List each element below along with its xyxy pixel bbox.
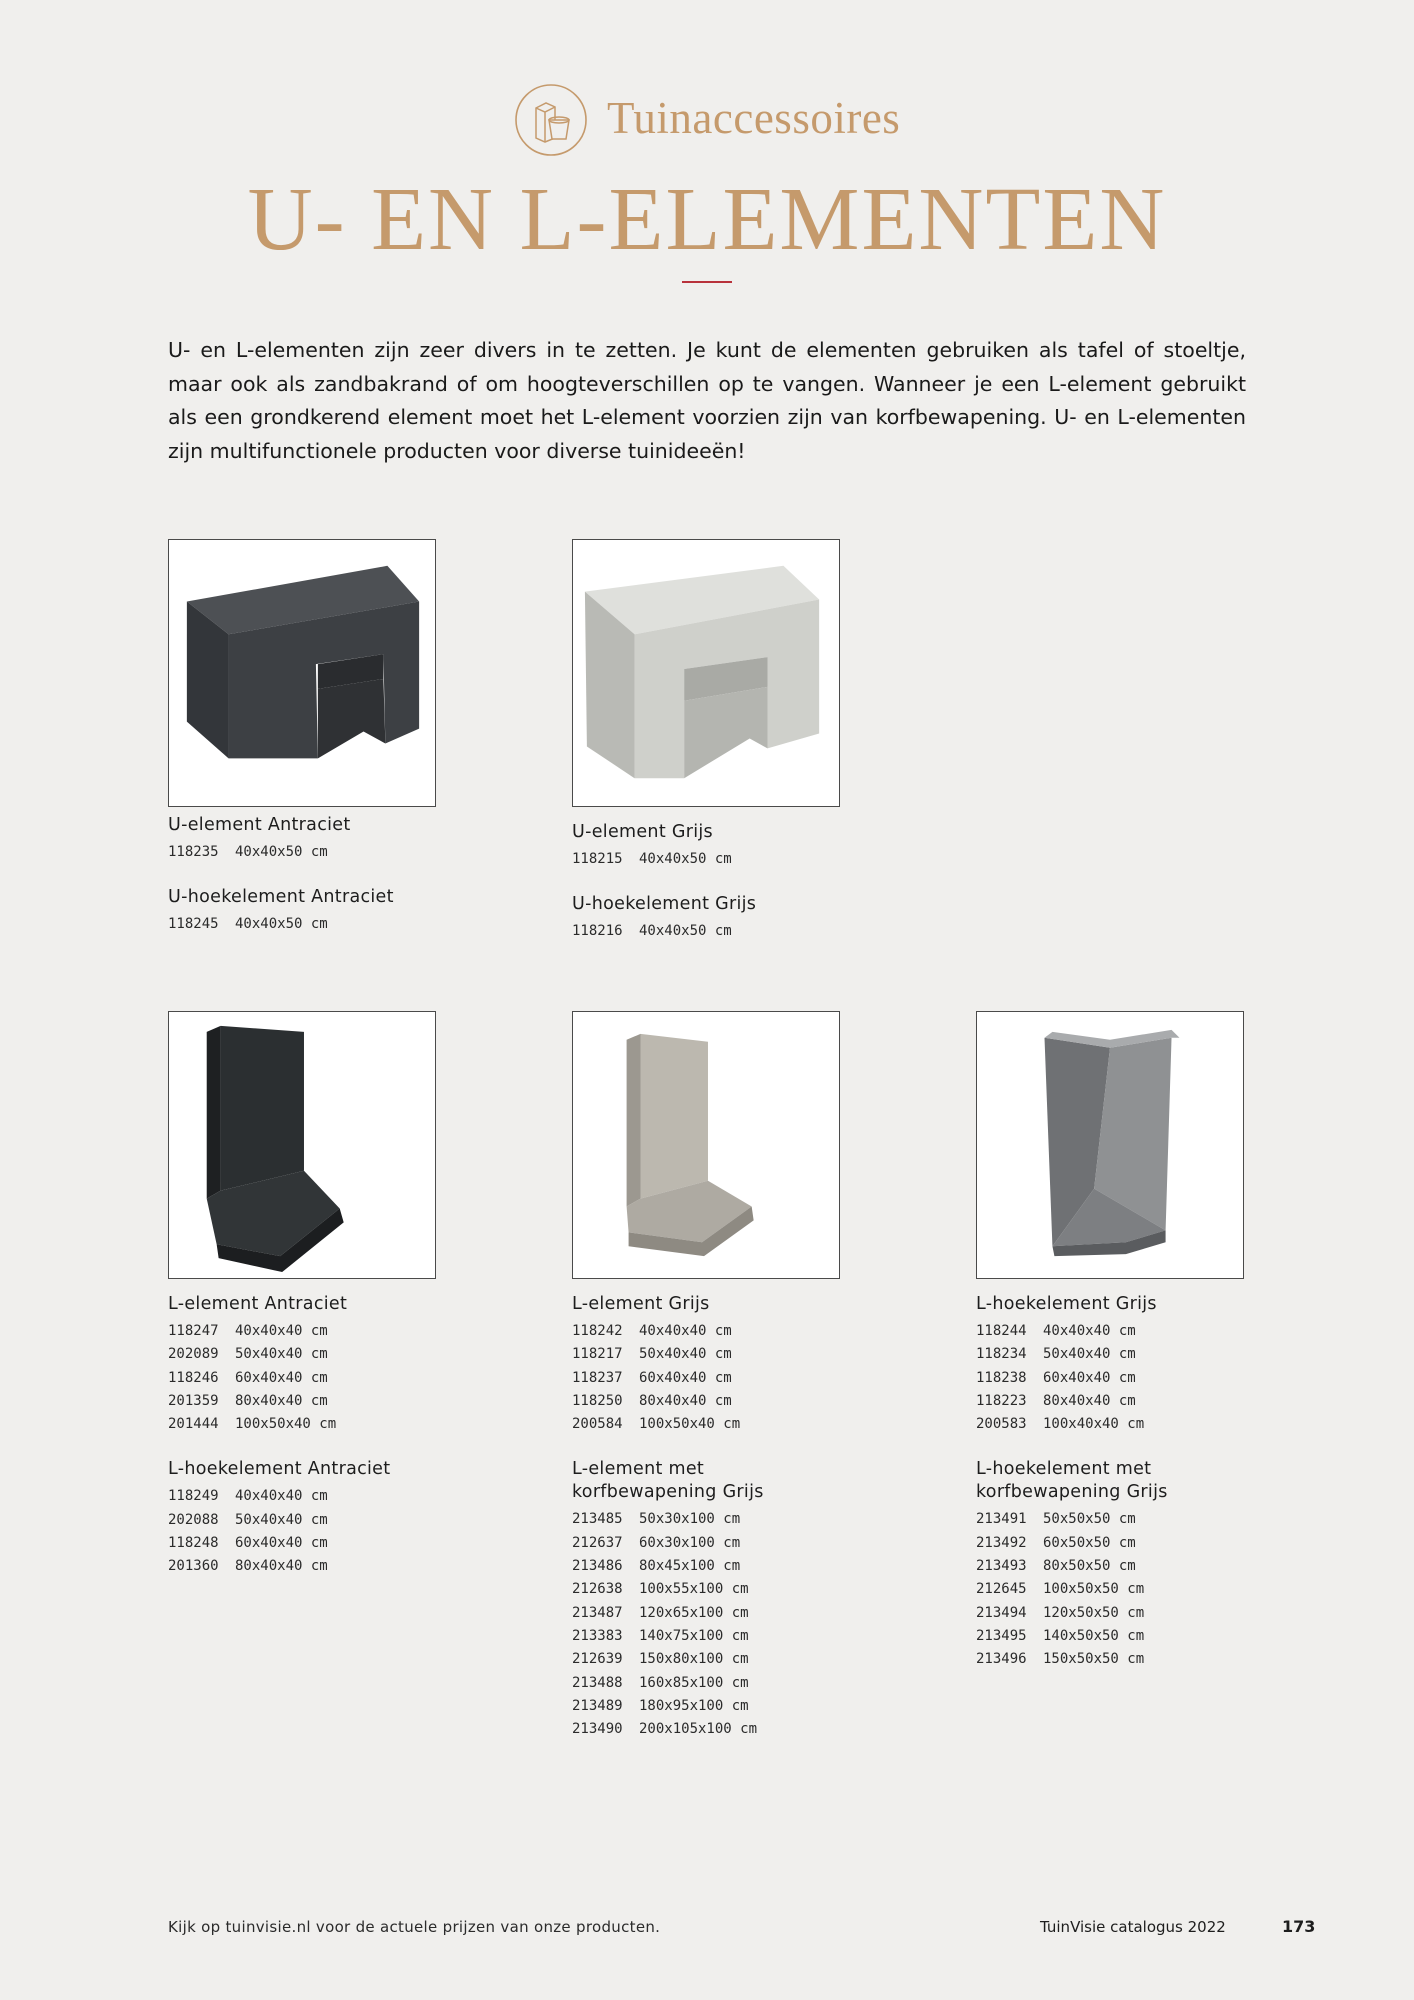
article-size: 150x80x100 cm (639, 1651, 749, 1668)
article-code: 118217 (572, 1346, 623, 1363)
article-code: 118249 (168, 1488, 219, 1505)
code-list (572, 920, 872, 943)
article-size: 60x40x40 cm (639, 1369, 732, 1386)
article-size: 150x50x50 cm (1043, 1651, 1145, 1668)
product-name: U-element Antraciet (168, 815, 351, 835)
code-row (572, 1367, 872, 1390)
article-code: 118215 (572, 851, 623, 867)
code-row (572, 1578, 872, 1601)
product-name: L-hoekelement Grijs (976, 1294, 1157, 1314)
article-code: 201444 (168, 1416, 219, 1433)
product-name: U-element Grijs (572, 822, 713, 842)
article-size: 40x40x40 cm (235, 1323, 328, 1339)
page-title: U- EN L-ELEMENTEN (247, 170, 1167, 269)
article-code: 213491 (976, 1511, 1027, 1528)
code-row (572, 920, 872, 943)
code-row (976, 1625, 1276, 1648)
code-row (976, 1367, 1276, 1390)
article-size: 40x40x40 cm (639, 1323, 732, 1339)
product-name: L-element Grijs (572, 1294, 710, 1314)
article-size: 60x40x40 cm (235, 1369, 328, 1386)
code-row (168, 1413, 468, 1436)
code-row (572, 1320, 872, 1343)
article-code: 118250 (572, 1392, 623, 1409)
code-row (168, 1390, 468, 1413)
code-list (168, 1320, 468, 1436)
code-list (572, 1320, 872, 1436)
article-code: 212637 (572, 1534, 623, 1551)
product-group (572, 821, 872, 871)
article-code: 213485 (572, 1511, 623, 1528)
code-row (168, 1555, 468, 1578)
article-size: 80x40x40 cm (639, 1392, 732, 1409)
code-row (168, 841, 468, 864)
article-size: 40x40x50 cm (639, 923, 732, 940)
code-row (572, 1390, 872, 1413)
code-row (572, 1602, 872, 1625)
article-code: 118223 (976, 1392, 1027, 1409)
article-code: 118216 (572, 923, 623, 940)
article-code: 213494 (976, 1604, 1027, 1621)
garden-accessories-icon (514, 83, 588, 157)
code-list (572, 1508, 872, 1741)
code-row (976, 1578, 1276, 1601)
article-code: 118242 (572, 1323, 623, 1339)
product-group (168, 1293, 468, 1436)
article-code: 118245 (168, 916, 219, 933)
product-name: U-hoekelement Antraciet (168, 887, 394, 908)
article-code: 213488 (572, 1674, 623, 1691)
intro-paragraph: U- en L-elementen zijn zeer divers in te zetten. Je kunt de elementen gebruiken als tafel of stoeltje, maar ook als zandbakrand of om hoogteverschillen op te vangen. Wanneer je een L-element gebruikt als een grondkerend element moet het L-element voorzien zijn van korfbewapening. U- en L-elementen zijn multifunctionele producten voor diverse tuinideeën! (168, 338, 1246, 463)
code-row (572, 1532, 872, 1555)
code-row (976, 1413, 1276, 1436)
u-element-antraciet-photo (168, 539, 436, 807)
product-info-l-hoek-grijs (976, 1293, 1276, 1694)
code-row (976, 1648, 1276, 1671)
code-row (168, 913, 468, 936)
article-code: 213383 (572, 1627, 623, 1644)
product-info-u-antraciet (168, 814, 468, 959)
code-row (168, 1367, 468, 1390)
code-row (976, 1602, 1276, 1625)
article-size: 100x50x40 cm (639, 1416, 741, 1433)
article-size: 60x40x40 cm (1043, 1369, 1136, 1386)
code-list (572, 848, 872, 871)
code-row (168, 1320, 468, 1343)
product-group (572, 1293, 872, 1436)
article-code: 213487 (572, 1604, 623, 1621)
article-code: 118247 (168, 1323, 219, 1339)
product-info-u-grijs (572, 821, 872, 966)
article-size: 180x95x100 cm (639, 1697, 749, 1714)
code-list (168, 841, 468, 864)
article-code: 213496 (976, 1651, 1027, 1668)
article-code: 202089 (168, 1346, 219, 1363)
code-row (572, 848, 872, 871)
article-code: 118235 (168, 844, 219, 860)
article-code: 212639 (572, 1651, 623, 1668)
article-size: 120x65x100 cm (639, 1604, 749, 1621)
article-code: 201359 (168, 1392, 219, 1409)
code-list (976, 1320, 1276, 1436)
product-name: L-hoekelement met korfbewapening Grijs (976, 1459, 1168, 1503)
article-size: 50x50x50 cm (1043, 1511, 1136, 1528)
article-code: 213490 (572, 1721, 623, 1738)
article-code: 213489 (572, 1697, 623, 1714)
article-size: 140x50x50 cm (1043, 1627, 1145, 1644)
article-code: 213486 (572, 1558, 623, 1575)
article-code: 213495 (976, 1627, 1027, 1644)
article-size: 60x30x100 cm (639, 1534, 741, 1551)
article-size: 80x40x40 cm (1043, 1392, 1136, 1409)
article-size: 120x50x50 cm (1043, 1604, 1145, 1621)
article-size: 140x75x100 cm (639, 1627, 749, 1644)
code-row (168, 1343, 468, 1366)
article-size: 50x40x40 cm (235, 1511, 328, 1528)
code-row (572, 1625, 872, 1648)
article-size: 60x50x50 cm (1043, 1534, 1136, 1551)
article-code: 213492 (976, 1534, 1027, 1551)
code-row (976, 1390, 1276, 1413)
article-size: 100x55x100 cm (639, 1581, 749, 1598)
code-row (168, 1509, 468, 1532)
article-code: 201360 (168, 1558, 219, 1575)
article-size: 40x40x40 cm (1043, 1323, 1136, 1339)
code-list (976, 1508, 1276, 1671)
article-size: 100x50x50 cm (1043, 1581, 1145, 1598)
article-size: 100x50x40 cm (235, 1416, 337, 1433)
product-name: L-hoekelement Antraciet (168, 1459, 391, 1480)
article-code: 118237 (572, 1369, 623, 1386)
article-code: 200584 (572, 1416, 623, 1433)
code-row (976, 1555, 1276, 1578)
product-name: L-element Antraciet (168, 1294, 348, 1314)
article-size: 160x85x100 cm (639, 1674, 749, 1691)
article-size: 200x105x100 cm (639, 1721, 758, 1738)
code-list (168, 913, 468, 936)
code-row (572, 1343, 872, 1366)
title-divider (682, 281, 732, 283)
u-element-grijs-photo (572, 539, 840, 807)
article-code: 200583 (976, 1416, 1027, 1433)
code-row (572, 1413, 872, 1436)
code-row (572, 1672, 872, 1695)
article-code: 213493 (976, 1558, 1027, 1575)
section-label: Tuinaccessoires (607, 93, 901, 143)
article-code: 118238 (976, 1369, 1027, 1386)
article-code: 118244 (976, 1323, 1027, 1339)
product-group (572, 1458, 872, 1741)
footer-catalog-title: TuinVisie catalogus 2022 (1040, 1918, 1226, 1936)
article-code: 118248 (168, 1535, 219, 1552)
page-number: 173 (1282, 1917, 1316, 1936)
code-row (168, 1485, 468, 1508)
article-size: 80x40x40 cm (235, 1392, 328, 1409)
article-size: 40x40x50 cm (639, 851, 732, 867)
article-code: 202088 (168, 1511, 219, 1528)
code-row (168, 1532, 468, 1555)
code-row (572, 1718, 872, 1741)
code-row (572, 1555, 872, 1578)
footer-note: Kijk op tuinvisie.nl voor de actuele prijzen van onze producten. (168, 1918, 661, 1936)
code-row (976, 1532, 1276, 1555)
code-row (976, 1320, 1276, 1343)
article-code: 118234 (976, 1346, 1027, 1363)
article-size: 60x40x40 cm (235, 1535, 328, 1552)
l-element-grijs-photo (572, 1011, 840, 1279)
product-info-l-antraciet (168, 1293, 468, 1601)
article-code: 118246 (168, 1369, 219, 1386)
product-group (976, 1458, 1276, 1671)
article-size: 40x40x50 cm (235, 916, 328, 933)
code-list (168, 1485, 468, 1578)
article-size: 80x50x50 cm (1043, 1558, 1136, 1575)
product-info-l-grijs (572, 1293, 872, 1763)
code-row (572, 1648, 872, 1671)
product-group (572, 893, 872, 943)
product-name: L-element met korfbewapening Grijs (572, 1459, 764, 1503)
article-size: 50x40x40 cm (1043, 1346, 1136, 1363)
product-group (168, 1458, 468, 1578)
product-group (976, 1293, 1276, 1436)
article-size: 40x40x40 cm (235, 1488, 328, 1505)
article-size: 50x40x40 cm (639, 1346, 732, 1363)
article-size: 100x40x40 cm (1043, 1416, 1145, 1433)
article-size: 50x40x40 cm (235, 1346, 328, 1363)
l-hoekelement-grijs-photo (976, 1011, 1244, 1279)
article-size: 40x40x50 cm (235, 844, 328, 860)
product-name: U-hoekelement Grijs (572, 894, 757, 915)
article-size: 80x45x100 cm (639, 1558, 741, 1575)
article-code: 212638 (572, 1581, 623, 1598)
product-group (168, 814, 468, 864)
code-row (572, 1695, 872, 1718)
product-group (168, 886, 468, 936)
l-element-antraciet-photo (168, 1011, 436, 1279)
article-size: 80x40x40 cm (235, 1558, 328, 1575)
code-row (976, 1343, 1276, 1366)
article-code: 212645 (976, 1581, 1027, 1598)
code-row (572, 1508, 872, 1531)
article-size: 50x30x100 cm (639, 1511, 741, 1528)
code-row (976, 1508, 1276, 1531)
